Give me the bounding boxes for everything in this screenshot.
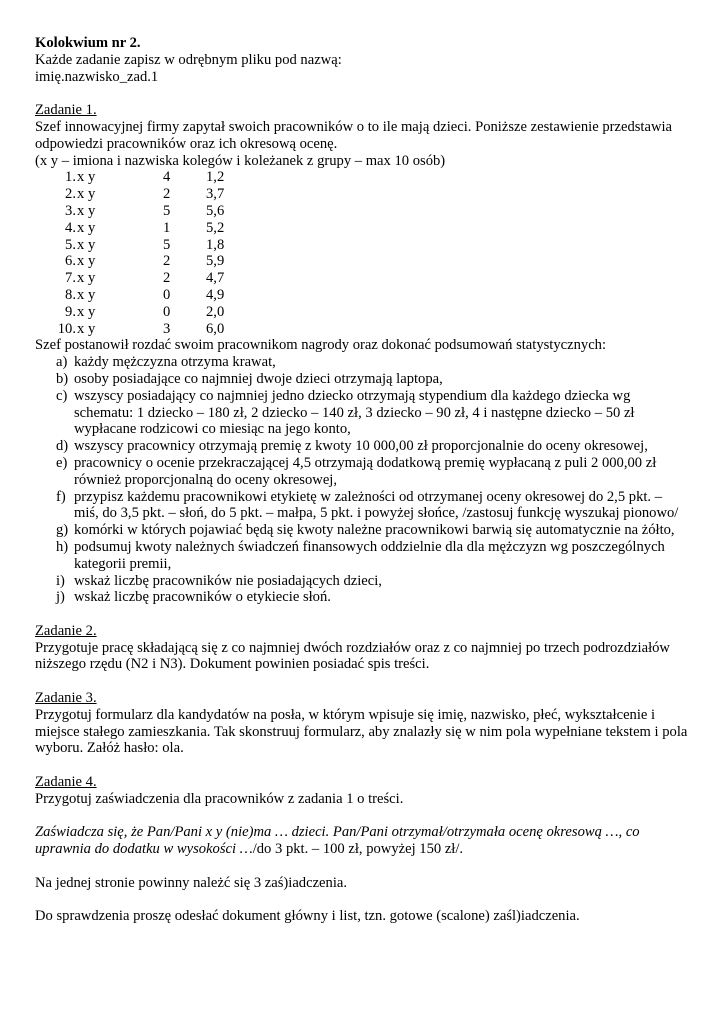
employee-row bbox=[35, 203, 695, 220]
employee-name: x y bbox=[77, 202, 96, 219]
task-text: wskaż liczbę pracowników o etykiecie słoń. bbox=[74, 589, 331, 606]
task-text: wszyscy posiadający co najmniej jedno dziecko otrzymają stypendium dla każdego dziecka wg bbox=[74, 387, 631, 404]
task-item bbox=[35, 354, 695, 371]
task-letter: a) bbox=[56, 354, 68, 371]
employee-row bbox=[35, 253, 695, 270]
task-item bbox=[35, 371, 695, 388]
employee-grade: 4,9 bbox=[206, 286, 225, 303]
task4-line: Na jednej stronie powinny należć się 3 zaś)iadczenia. bbox=[35, 874, 348, 891]
employee-kids: 5 bbox=[163, 236, 171, 253]
task-text: pracownicy o ocenie przekraczającej 4,5 otrzymają dodatkową premię wypłacaną z puli 2 000,00 zł bbox=[74, 454, 657, 471]
employee-grade: 5,6 bbox=[206, 202, 225, 219]
employee-number: 9. bbox=[65, 303, 76, 320]
employee-grade: 5,2 bbox=[206, 219, 225, 236]
task3-line: wyboru. Załóż hasło: ola. bbox=[35, 740, 184, 757]
task1-instruction: Szef postanowił rozdać swoim pracownikom nagrody oraz dokonać podsumowań statystycznych: bbox=[35, 337, 607, 354]
task-text: podsumuj kwoty należnych świadczeń finansowych oddzielnie dla dla mężczyzn wg poszczególnych bbox=[74, 538, 665, 555]
instruction-line: Każde zadanie zapisz w odrębnym pliku pod nazwą: bbox=[35, 51, 342, 68]
employee-kids: 1 bbox=[163, 219, 171, 236]
employee-kids: 4 bbox=[163, 169, 171, 186]
employee-name: x y bbox=[77, 186, 96, 203]
employee-row bbox=[35, 237, 695, 254]
employee-grade: 1,8 bbox=[206, 236, 225, 253]
employee-number: 2. bbox=[65, 186, 76, 203]
employee-name: x y bbox=[77, 236, 96, 253]
task-text: każdy mężczyzna otrzyma krawat, bbox=[74, 354, 276, 371]
document-title: Kolokwium nr 2. bbox=[35, 35, 141, 51]
employee-kids: 0 bbox=[163, 303, 171, 320]
employee-number: 7. bbox=[65, 270, 76, 287]
employee-row bbox=[35, 186, 695, 203]
task-letter: f) bbox=[56, 488, 66, 505]
employee-row bbox=[35, 169, 695, 186]
task-text: wskaż liczbę pracowników nie posiadających dzieci, bbox=[74, 572, 382, 589]
task-text: komórki w których pojawiać będą się kwoty należne pracownikowi barwią się automatycznie na żółto, bbox=[74, 522, 675, 539]
task-item bbox=[35, 388, 695, 438]
task-letter: h) bbox=[56, 538, 69, 555]
task-letter: e) bbox=[56, 454, 68, 471]
task-list bbox=[35, 354, 695, 606]
task-letter: i) bbox=[56, 572, 65, 589]
task3-heading: Zadanie 3. bbox=[35, 690, 97, 707]
task3-line: miejsce stałego zamieszkania. Tak skonstruuj formularz, aby znalazły się w nim pola wypełniane tekstem i pola bbox=[35, 723, 688, 740]
task-letter: g) bbox=[56, 522, 69, 539]
certificate-text-rest: /do 3 pkt. – 100 zł, powyżej 150 zł/. bbox=[252, 841, 464, 858]
employee-number: 4. bbox=[65, 219, 76, 236]
task1-intro-line1: Szef innowacyjnej firmy zapytał swoich pracowników o to ile mają dzieci. Poniższe zestawienie przedstawia bbox=[35, 118, 673, 135]
employee-name: x y bbox=[77, 253, 96, 270]
task-text: wszyscy pracownicy otrzymają premię z kwoty 10 000,00 zł proporcjonalnie do oceny okresowej, bbox=[74, 438, 648, 455]
task-item bbox=[35, 573, 695, 590]
task-text: osoby posiadające co najmniej dwoje dzieci otrzymają laptopa, bbox=[74, 370, 443, 387]
task4-line: Przygotuj zaświadczenia dla pracowników z zadania 1 o treści. bbox=[35, 790, 404, 807]
employee-row bbox=[35, 270, 695, 287]
task-letter: j) bbox=[56, 589, 65, 606]
employee-kids: 2 bbox=[163, 253, 171, 270]
task3-line: Przygotuj formularz dla kandydatów na posła, w którym wpisuje się imię, nazwisko, płeć, wykształcenie i bbox=[35, 706, 656, 723]
task-text: wypłacane rodzicowi co miesiąc na jego konto, bbox=[74, 421, 351, 438]
employee-kids: 2 bbox=[163, 186, 171, 203]
task1-heading: Zadanie 1. bbox=[35, 102, 97, 119]
employee-grade: 4,7 bbox=[206, 270, 225, 287]
task-item bbox=[35, 522, 695, 539]
employee-row bbox=[35, 287, 695, 304]
task1-intro-line2: odpowiedzi pracowników oraz ich okresową ocenę. bbox=[35, 135, 338, 152]
employee-name: x y bbox=[77, 320, 96, 337]
employee-kids: 2 bbox=[163, 270, 171, 287]
task-text: schematu: 1 dziecko – 180 zł, 2 dziecko – 140 zł, 3 dziecko – 90 zł, 4 i następne dziecko – 50 zł bbox=[74, 404, 635, 421]
certificate-text-cont bbox=[35, 841, 695, 858]
filename-pattern: imię.nazwisko_zad.1 bbox=[35, 68, 159, 85]
certificate-text: Zaświadcza się, że Pan/Pani x y (nie)ma … dzieci. Pan/Pani otrzymał/otrzymała ocenę okresową …, co bbox=[35, 824, 640, 841]
employee-number: 3. bbox=[65, 202, 76, 219]
task1-note: (x y – imiona i nazwiska kolegów i koleżanek z grupy – max 10 osób) bbox=[35, 152, 446, 169]
task-text: również proporcjonalną do oceny okresowej, bbox=[74, 471, 338, 488]
employee-name: x y bbox=[77, 286, 96, 303]
task2-line: niższego rzędu (N2 i N3). Dokument powinien posiadać spis treści. bbox=[35, 656, 430, 673]
task-letter: d) bbox=[56, 438, 69, 455]
task-item bbox=[35, 539, 695, 573]
task2-heading: Zadanie 2. bbox=[35, 622, 97, 639]
document-page bbox=[35, 35, 695, 925]
employee-name: x y bbox=[77, 219, 96, 236]
task4-line: Do sprawdzenia proszę odesłać dokument główny i list, tzn. gotowe (scalone) zaśl)iadczenia. bbox=[35, 908, 580, 925]
task-item bbox=[35, 438, 695, 455]
task-item bbox=[35, 589, 695, 606]
task-text: miś, do 3,5 pkt. – słoń, do 5 pkt. – małpa, 5 pkt. i powyżej słońce, /zastosuj funkcję wyszukaj pionowo/ bbox=[74, 505, 679, 522]
employee-number: 5. bbox=[65, 236, 76, 253]
employee-grade: 6,0 bbox=[206, 320, 225, 337]
employee-number: 10. bbox=[57, 320, 76, 337]
employee-number: 1. bbox=[65, 169, 76, 186]
employee-number: 8. bbox=[65, 286, 76, 303]
employee-grade: 1,2 bbox=[206, 169, 225, 186]
employee-grade: 3,7 bbox=[206, 186, 225, 203]
employee-row bbox=[35, 220, 695, 237]
employee-grade: 5,9 bbox=[206, 253, 225, 270]
task4-heading: Zadanie 4. bbox=[35, 774, 97, 791]
employee-kids: 0 bbox=[163, 286, 171, 303]
employee-kids: 3 bbox=[163, 320, 171, 337]
employee-name: x y bbox=[77, 169, 96, 186]
employee-row bbox=[35, 304, 695, 321]
employee-kids: 5 bbox=[163, 202, 171, 219]
employee-name: x y bbox=[77, 303, 96, 320]
task-text: kategorii premii, bbox=[74, 555, 172, 572]
task-letter: b) bbox=[56, 370, 69, 387]
task-item bbox=[35, 489, 695, 523]
task2-line: Przygotuje pracę składającą się z co najmniej dwóch rozdziałów oraz z co najmniej po trzech podrozdziałów bbox=[35, 639, 670, 656]
certificate-text-italic: uprawnia do dodatku w wysokości … bbox=[35, 841, 253, 858]
employee-row bbox=[35, 321, 695, 338]
task-text: przypisz każdemu pracownikowi etykietę w zależności od otrzymanej oceny okresowej do 2,5 pkt. – bbox=[74, 488, 663, 505]
task-item bbox=[35, 455, 695, 489]
employee-grade: 2,0 bbox=[206, 303, 225, 320]
employee-list bbox=[35, 169, 695, 337]
task-letter: c) bbox=[56, 387, 68, 404]
employee-name: x y bbox=[77, 270, 96, 287]
employee-number: 6. bbox=[65, 253, 76, 270]
